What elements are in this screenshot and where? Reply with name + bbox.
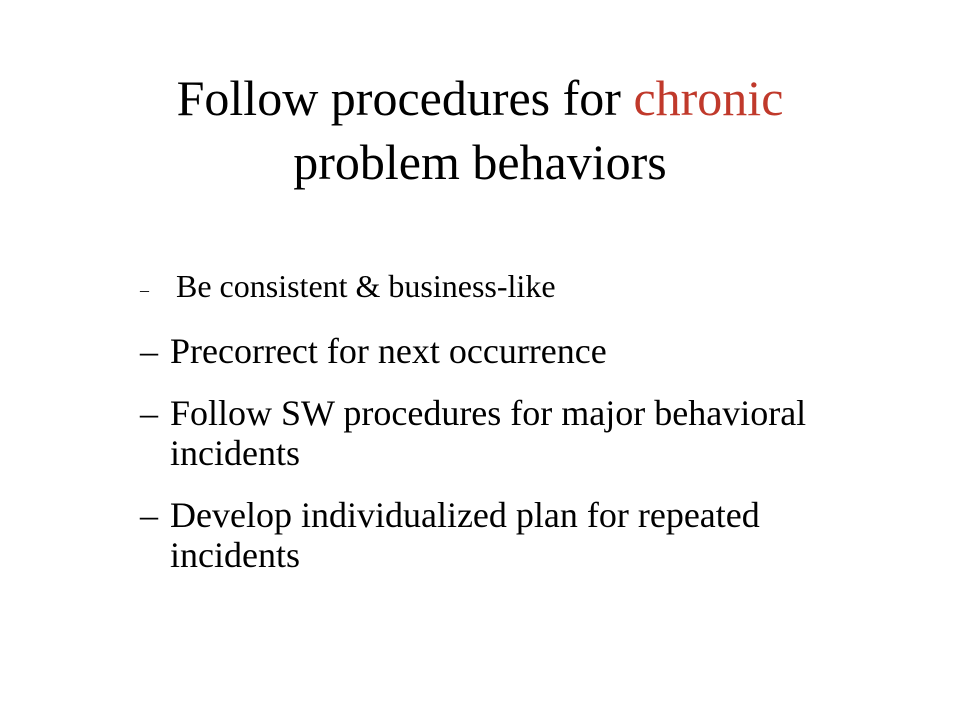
- bullet-item: [140, 331, 860, 371]
- bullet-text: Precorrect for next occurrence: [170, 331, 607, 371]
- bullet-dash: –: [140, 280, 149, 300]
- title-text-part1: Follow procedures for: [176, 70, 634, 126]
- bullet-dash: –: [140, 393, 158, 433]
- bullet-text: Develop individualized plan for repeated incidents: [170, 495, 760, 575]
- bullet-dash: –: [140, 331, 158, 371]
- bullet-item: [140, 495, 860, 575]
- bullet-text: Follow SW procedures for major behavioral incidents: [170, 393, 807, 473]
- bullet-text: Be consistent & business-like: [176, 268, 556, 304]
- bullet-dash: –: [140, 495, 158, 535]
- bullet-list: [140, 266, 860, 597]
- bullet-item: [140, 266, 860, 306]
- slide-title: [0, 66, 960, 194]
- title-accent-word: chronic: [633, 70, 784, 126]
- bullet-item: [140, 393, 860, 473]
- title-text-part2: problem behaviors: [293, 134, 667, 190]
